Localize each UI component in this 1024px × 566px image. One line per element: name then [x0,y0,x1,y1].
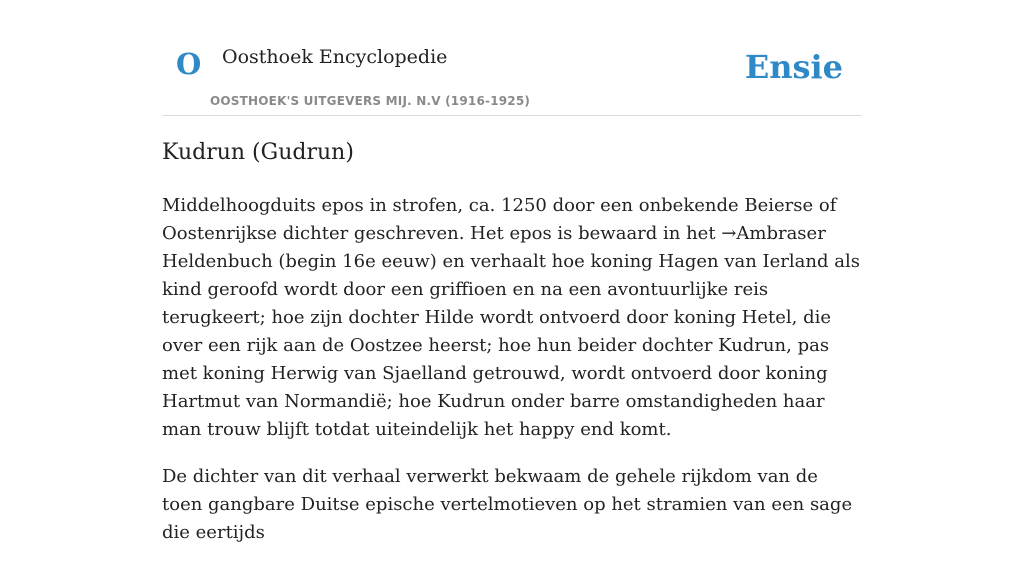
ensie-logo-link[interactable]: Ensie [744,48,843,86]
paragraph-2: De dichter van dit verhaal verwerkt bekwaam de gehele rijkdom van de toen gangbare Duitse epische vertelmotieven op het stramien van een sage die eertijds [162,466,853,543]
article-body [162,192,862,566]
paragraph-1-text-start: Middelhoogduits epos in strofen, ca. 1250 door een onbekende Beierse of Oostenrijkse dichter geschreven. Het epos is bewaard in het [162,195,837,244]
logo-icon[interactable]: O [176,47,202,81]
site-title-link[interactable]: Oosthoek Encyclopedie [222,46,448,68]
page-container [162,0,862,543]
publisher-label: OOSTHOEK'S UITGEVERS MIJ. N.V (1916-1925) [210,94,531,108]
paragraph-1-text-end: (begin 16e eeuw) en verhaalt hoe koning Hagen van Ierland als kind geroofd wordt door een griffioen en na een avontuurlijke reis terugkeert; hoe zijn dochter Hilde wordt ontvoerd door koning Hetel, die over een rijk aan de Oostzee heerst; hoe hun beider dochter Kudrun, pas met koning Herwig van Sjaelland getrouwd, wordt ontvoerd door koning Hartmut van Normandië; hoe Kudrun onder barre omstandigheden haar man trouw blijft totdat uiteindelijk het happy end komt. [162,251,860,440]
article-title: Kudrun (Gudrun) [162,140,354,165]
paragraph-1 [162,192,862,444]
site-header [162,0,862,116]
cross-reference-link[interactable]: →Ambraser Heldenbuch [162,223,826,272]
